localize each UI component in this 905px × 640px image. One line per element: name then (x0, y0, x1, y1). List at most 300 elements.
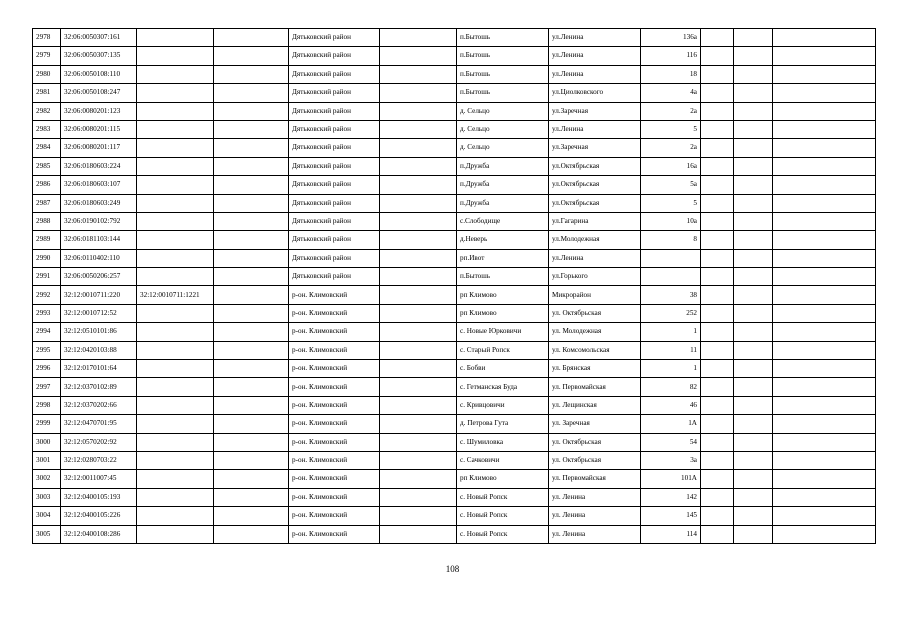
table-row (33, 157, 876, 175)
secondary-cadastral-number-cell (137, 102, 214, 120)
house-number-cell: 82 (641, 378, 701, 396)
empty-cell (701, 470, 734, 488)
street-cell: ул.Ленина (549, 249, 641, 267)
empty-cell (380, 396, 457, 414)
cadastral-number-cell: 32:06:0050307:161 (61, 29, 137, 47)
house-number-cell: 10а (641, 212, 701, 230)
district-cell: Дятьковский район (289, 194, 380, 212)
settlement-cell: п.Бытошь (457, 268, 549, 286)
street-cell: ул.Гагарина (549, 212, 641, 230)
settlement-cell: д. Сельцо (457, 102, 549, 120)
district-cell: р-он. Климовский (289, 525, 380, 543)
street-cell: ул. Заречная (549, 415, 641, 433)
cadastral-number-cell: 32:12:0010711:220 (61, 286, 137, 304)
empty-cell (773, 341, 876, 359)
empty-cell (773, 65, 876, 83)
empty-cell (214, 323, 289, 341)
street-cell: ул. Первомайская (549, 470, 641, 488)
table-row (33, 488, 876, 506)
settlement-cell: п.Бытошь (457, 65, 549, 83)
district-cell: Дятьковский район (289, 102, 380, 120)
empty-cell (380, 249, 457, 267)
district-cell: Дятьковский район (289, 212, 380, 230)
settlement-cell: п.Дружба (457, 157, 549, 175)
house-number-cell: 46 (641, 396, 701, 414)
house-number-cell: 136а (641, 29, 701, 47)
secondary-cadastral-number-cell (137, 212, 214, 230)
district-cell: Дятьковский район (289, 268, 380, 286)
empty-cell (701, 157, 734, 175)
empty-cell (380, 231, 457, 249)
secondary-cadastral-number-cell (137, 157, 214, 175)
house-number-cell: 2а (641, 102, 701, 120)
empty-cell (701, 507, 734, 525)
empty-cell (701, 212, 734, 230)
empty-cell (773, 29, 876, 47)
street-cell: ул. Ленина (549, 525, 641, 543)
house-number-cell: 142 (641, 488, 701, 506)
row-number-cell: 2989 (33, 231, 61, 249)
table-row (33, 360, 876, 378)
empty-cell (773, 360, 876, 378)
empty-cell (214, 488, 289, 506)
table-row (33, 231, 876, 249)
street-cell: ул.Заречная (549, 102, 641, 120)
empty-cell (734, 176, 773, 194)
registry-body (33, 29, 876, 544)
empty-cell (701, 194, 734, 212)
table-row (33, 139, 876, 157)
cadastral-number-cell: 32:12:0570202:92 (61, 433, 137, 451)
row-number-cell: 3001 (33, 451, 61, 469)
street-cell: ул. Октябрьская (549, 433, 641, 451)
empty-cell (734, 194, 773, 212)
house-number-cell: 16а (641, 157, 701, 175)
registry-table (32, 28, 876, 544)
cadastral-number-cell: 32:06:0050307:135 (61, 47, 137, 65)
empty-cell (773, 323, 876, 341)
empty-cell (701, 268, 734, 286)
settlement-cell: п.Бытошь (457, 84, 549, 102)
street-cell: ул.Октябрьская (549, 176, 641, 194)
cadastral-number-cell: 32:06:0181103:144 (61, 231, 137, 249)
street-cell: ул.Октябрьская (549, 157, 641, 175)
empty-cell (701, 433, 734, 451)
empty-cell (701, 451, 734, 469)
settlement-cell: с. Гетманская Буда (457, 378, 549, 396)
cadastral-number-cell: 32:12:0400105:193 (61, 488, 137, 506)
cadastral-number-cell: 32:06:0080201:115 (61, 120, 137, 138)
empty-cell (773, 139, 876, 157)
district-cell: р-он. Климовский (289, 507, 380, 525)
district-cell: Дятьковский район (289, 47, 380, 65)
empty-cell (214, 470, 289, 488)
row-number-cell: 2995 (33, 341, 61, 359)
cadastral-number-cell: 32:06:0080201:123 (61, 102, 137, 120)
street-cell: ул.Ленина (549, 29, 641, 47)
cadastral-number-cell: 32:06:0180603:107 (61, 176, 137, 194)
empty-cell (701, 360, 734, 378)
house-number-cell: 1 (641, 360, 701, 378)
empty-cell (701, 286, 734, 304)
settlement-cell: д. Сельцо (457, 139, 549, 157)
street-cell: ул.Горького (549, 268, 641, 286)
empty-cell (701, 176, 734, 194)
row-number-cell: 3004 (33, 507, 61, 525)
street-cell: ул. Комсомольская (549, 341, 641, 359)
house-number-cell: 114 (641, 525, 701, 543)
empty-cell (773, 157, 876, 175)
street-cell: ул.Ленина (549, 120, 641, 138)
empty-cell (734, 488, 773, 506)
empty-cell (734, 525, 773, 543)
district-cell: р-он. Климовский (289, 360, 380, 378)
row-number-cell: 2980 (33, 65, 61, 83)
row-number-cell: 2994 (33, 323, 61, 341)
empty-cell (380, 360, 457, 378)
settlement-cell: с. Сачковичи (457, 451, 549, 469)
empty-cell (734, 139, 773, 157)
empty-cell (734, 396, 773, 414)
empty-cell (701, 120, 734, 138)
empty-cell (734, 120, 773, 138)
row-number-cell: 2996 (33, 360, 61, 378)
empty-cell (214, 268, 289, 286)
street-cell: Микрорайон (549, 286, 641, 304)
empty-cell (734, 231, 773, 249)
empty-cell (380, 268, 457, 286)
empty-cell (773, 488, 876, 506)
settlement-cell: п.Дружба (457, 194, 549, 212)
secondary-cadastral-number-cell (137, 139, 214, 157)
empty-cell (214, 249, 289, 267)
house-number-cell: 145 (641, 507, 701, 525)
empty-cell (701, 102, 734, 120)
table-row (33, 378, 876, 396)
house-number-cell: 8 (641, 231, 701, 249)
settlement-cell: рп Климово (457, 470, 549, 488)
table-row (33, 323, 876, 341)
secondary-cadastral-number-cell (137, 84, 214, 102)
empty-cell (701, 341, 734, 359)
street-cell: ул. Брянская (549, 360, 641, 378)
empty-cell (214, 139, 289, 157)
row-number-cell: 2983 (33, 120, 61, 138)
empty-cell (734, 451, 773, 469)
district-cell: р-он. Климовский (289, 378, 380, 396)
district-cell: р-он. Климовский (289, 470, 380, 488)
cadastral-number-cell: 32:12:0370202:66 (61, 396, 137, 414)
row-number-cell: 2978 (33, 29, 61, 47)
district-cell: Дятьковский район (289, 139, 380, 157)
table-row (33, 433, 876, 451)
cadastral-number-cell: 32:12:0400105:226 (61, 507, 137, 525)
empty-cell (214, 286, 289, 304)
empty-cell (773, 286, 876, 304)
empty-cell (734, 84, 773, 102)
empty-cell (734, 29, 773, 47)
house-number-cell: 1А (641, 415, 701, 433)
secondary-cadastral-number-cell (137, 268, 214, 286)
empty-cell (380, 120, 457, 138)
settlement-cell: д. Петрова Гута (457, 415, 549, 433)
empty-cell (701, 29, 734, 47)
settlement-cell: рп.Ивот (457, 249, 549, 267)
secondary-cadastral-number-cell (137, 194, 214, 212)
table-row (33, 525, 876, 543)
empty-cell (773, 84, 876, 102)
empty-cell (701, 525, 734, 543)
settlement-cell: рп Климово (457, 304, 549, 322)
empty-cell (773, 120, 876, 138)
cadastral-number-cell: 32:06:0050108:110 (61, 65, 137, 83)
secondary-cadastral-number-cell (137, 176, 214, 194)
house-number-cell: 38 (641, 286, 701, 304)
secondary-cadastral-number-cell (137, 231, 214, 249)
settlement-cell: с. Старый Ропск (457, 341, 549, 359)
table-row (33, 286, 876, 304)
empty-cell (380, 47, 457, 65)
secondary-cadastral-number-cell (137, 378, 214, 396)
empty-cell (734, 249, 773, 267)
street-cell: ул. Октябрьская (549, 304, 641, 322)
secondary-cadastral-number-cell (137, 488, 214, 506)
empty-cell (701, 415, 734, 433)
table-row (33, 451, 876, 469)
row-number-cell: 2979 (33, 47, 61, 65)
table-row (33, 120, 876, 138)
table-row (33, 29, 876, 47)
table-row (33, 249, 876, 267)
table-row (33, 341, 876, 359)
empty-cell (773, 102, 876, 120)
table-row (33, 212, 876, 230)
empty-cell (773, 231, 876, 249)
settlement-cell: с. Новый Ропск (457, 488, 549, 506)
cadastral-number-cell: 32:12:0420103:88 (61, 341, 137, 359)
empty-cell (701, 139, 734, 157)
cadastral-number-cell: 32:12:0280703:22 (61, 451, 137, 469)
house-number-cell: 5а (641, 176, 701, 194)
secondary-cadastral-number-cell (137, 249, 214, 267)
street-cell: ул.Циолковского (549, 84, 641, 102)
empty-cell (380, 470, 457, 488)
street-cell: ул. Октябрьская (549, 451, 641, 469)
empty-cell (701, 249, 734, 267)
secondary-cadastral-number-cell (137, 396, 214, 414)
house-number-cell: 2а (641, 139, 701, 157)
secondary-cadastral-number-cell (137, 470, 214, 488)
empty-cell (214, 507, 289, 525)
street-cell: ул.Октябрьская (549, 194, 641, 212)
table-row (33, 507, 876, 525)
empty-cell (214, 102, 289, 120)
settlement-cell: п.Бытошь (457, 29, 549, 47)
table-row (33, 194, 876, 212)
empty-cell (734, 341, 773, 359)
row-number-cell: 3003 (33, 488, 61, 506)
empty-cell (734, 415, 773, 433)
secondary-cadastral-number-cell (137, 433, 214, 451)
district-cell: Дятьковский район (289, 231, 380, 249)
table-row (33, 268, 876, 286)
empty-cell (734, 212, 773, 230)
row-number-cell: 2986 (33, 176, 61, 194)
cadastral-number-cell: 32:06:0050108:247 (61, 84, 137, 102)
street-cell: ул.Молодежная (549, 231, 641, 249)
row-number-cell: 2999 (33, 415, 61, 433)
cadastral-number-cell: 32:12:0010712:52 (61, 304, 137, 322)
empty-cell (214, 525, 289, 543)
empty-cell (773, 415, 876, 433)
cadastral-number-cell: 32:06:0180603:224 (61, 157, 137, 175)
secondary-cadastral-number-cell (137, 341, 214, 359)
empty-cell (214, 304, 289, 322)
empty-cell (214, 396, 289, 414)
house-number-cell: 18 (641, 65, 701, 83)
street-cell: ул. Первомайская (549, 378, 641, 396)
empty-cell (380, 507, 457, 525)
secondary-cadastral-number-cell (137, 304, 214, 322)
row-number-cell: 3002 (33, 470, 61, 488)
empty-cell (214, 341, 289, 359)
empty-cell (214, 84, 289, 102)
row-number-cell: 2991 (33, 268, 61, 286)
cadastral-number-cell: 32:12:0400108:286 (61, 525, 137, 543)
secondary-cadastral-number-cell (137, 47, 214, 65)
empty-cell (380, 157, 457, 175)
empty-cell (773, 378, 876, 396)
settlement-cell: п.Бытошь (457, 47, 549, 65)
house-number-cell: 54 (641, 433, 701, 451)
row-number-cell: 2985 (33, 157, 61, 175)
district-cell: р-он. Климовский (289, 433, 380, 451)
street-cell: ул. Ленина (549, 507, 641, 525)
row-number-cell: 3005 (33, 525, 61, 543)
empty-cell (380, 415, 457, 433)
table-row (33, 65, 876, 83)
cadastral-number-cell: 32:12:0510101:86 (61, 323, 137, 341)
empty-cell (773, 470, 876, 488)
street-cell: ул. Ленина (549, 488, 641, 506)
district-cell: р-он. Климовский (289, 451, 380, 469)
secondary-cadastral-number-cell (137, 525, 214, 543)
settlement-cell: с. Новые Юрковичи (457, 323, 549, 341)
table-row (33, 396, 876, 414)
settlement-cell: с. Шумиловка (457, 433, 549, 451)
empty-cell (734, 360, 773, 378)
secondary-cadastral-number-cell (137, 120, 214, 138)
empty-cell (773, 396, 876, 414)
district-cell: Дятьковский район (289, 84, 380, 102)
empty-cell (773, 507, 876, 525)
district-cell: Дятьковский район (289, 65, 380, 83)
settlement-cell: п.Дружба (457, 176, 549, 194)
settlement-cell: рп Климово (457, 286, 549, 304)
empty-cell (214, 451, 289, 469)
district-cell: р-он. Климовский (289, 415, 380, 433)
house-number-cell: 1 (641, 323, 701, 341)
district-cell: Дятьковский район (289, 176, 380, 194)
empty-cell (734, 268, 773, 286)
empty-cell (773, 304, 876, 322)
secondary-cadastral-number-cell: 32:12:0010711:1221 (137, 286, 214, 304)
street-cell: ул.Заречная (549, 139, 641, 157)
empty-cell (214, 360, 289, 378)
empty-cell (380, 451, 457, 469)
empty-cell (701, 47, 734, 65)
secondary-cadastral-number-cell (137, 323, 214, 341)
district-cell: Дятьковский район (289, 120, 380, 138)
table-row (33, 304, 876, 322)
empty-cell (214, 378, 289, 396)
district-cell: р-он. Климовский (289, 323, 380, 341)
empty-cell (380, 65, 457, 83)
cadastral-number-cell: 32:12:0370102:89 (61, 378, 137, 396)
house-number-cell (641, 268, 701, 286)
row-number-cell: 2982 (33, 102, 61, 120)
street-cell: ул. Молодежная (549, 323, 641, 341)
table-row (33, 47, 876, 65)
empty-cell (214, 65, 289, 83)
empty-cell (380, 304, 457, 322)
cadastral-number-cell: 32:06:0180603:249 (61, 194, 137, 212)
empty-cell (773, 47, 876, 65)
house-number-cell: 116 (641, 47, 701, 65)
empty-cell (734, 470, 773, 488)
empty-cell (701, 323, 734, 341)
cadastral-number-cell: 32:06:0050206:257 (61, 268, 137, 286)
settlement-cell: с.Слободище (457, 212, 549, 230)
settlement-cell: с. Кривцовичи (457, 396, 549, 414)
empty-cell (380, 176, 457, 194)
empty-cell (214, 176, 289, 194)
secondary-cadastral-number-cell (137, 507, 214, 525)
empty-cell (380, 29, 457, 47)
empty-cell (734, 65, 773, 83)
empty-cell (214, 157, 289, 175)
empty-cell (380, 341, 457, 359)
house-number-cell: 5 (641, 194, 701, 212)
empty-cell (380, 286, 457, 304)
empty-cell (214, 47, 289, 65)
empty-cell (701, 84, 734, 102)
empty-cell (214, 212, 289, 230)
district-cell: р-он. Климовский (289, 341, 380, 359)
empty-cell (701, 488, 734, 506)
district-cell: Дятьковский район (289, 29, 380, 47)
row-number-cell: 2981 (33, 84, 61, 102)
empty-cell (214, 194, 289, 212)
cadastral-number-cell: 32:06:0110402:110 (61, 249, 137, 267)
cadastral-number-cell: 32:12:0170101:64 (61, 360, 137, 378)
district-cell: р-он. Климовский (289, 488, 380, 506)
empty-cell (734, 157, 773, 175)
row-number-cell: 2987 (33, 194, 61, 212)
house-number-cell: 4а (641, 84, 701, 102)
empty-cell (773, 451, 876, 469)
page-number: 108 (445, 564, 460, 574)
street-cell: ул. Лещинская (549, 396, 641, 414)
secondary-cadastral-number-cell (137, 65, 214, 83)
house-number-cell: 3а (641, 451, 701, 469)
row-number-cell: 2990 (33, 249, 61, 267)
empty-cell (734, 378, 773, 396)
row-number-cell: 2997 (33, 378, 61, 396)
empty-cell (773, 176, 876, 194)
settlement-cell: д.Неверь (457, 231, 549, 249)
empty-cell (734, 304, 773, 322)
